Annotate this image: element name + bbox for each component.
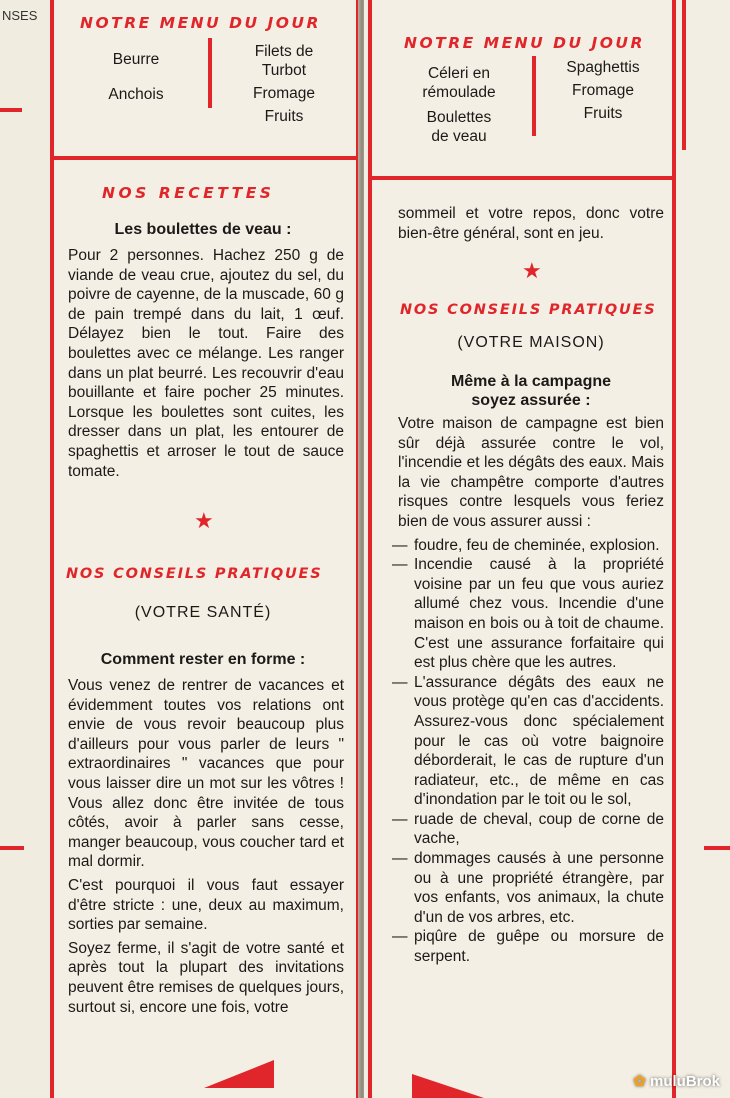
menu-item: Fruits bbox=[264, 108, 304, 125]
right-menu-panel bbox=[368, 0, 676, 182]
left-menu-panel bbox=[50, 0, 360, 162]
list-item: — ruade de cheval, coup de corne de vache, bbox=[392, 810, 664, 849]
watermark-text: muluBrok bbox=[649, 1073, 720, 1090]
left-menu-divider bbox=[208, 38, 212, 108]
sante-paragraph: Soyez ferme, il s'agit de votre santé et après tout la plupart des invitations peuvent être remises de quelques jours, surtout si, encore une fois, votre bbox=[68, 939, 344, 1016]
conseils-heading: Comment rester en forme : bbox=[100, 651, 306, 668]
recette-paragraph: Pour 2 personnes. Hachez 250 g de viande de veau crue, ajoutez du sel, du poivre de cayenne, de la muscade, 60 g de pain trempé dans du lait, 1 œuf. Délayez bien le tout. Faire des boulettes avec ce mélange. Les ranger dans un plat beurré. Les recouvrir d'eau bouillante et faire pocher 25 minutes. Lorsque les boulettes sont cuites, les dresser dans un plat, les entourer de spaghettis et arroser le tout de sauce tomate. bbox=[68, 247, 344, 480]
conseils-title: NOS CONSEILS PRATIQUES bbox=[66, 566, 323, 582]
recette-text bbox=[68, 246, 344, 485]
right-edge-tab-bottom bbox=[704, 846, 730, 850]
maison-heading bbox=[398, 372, 664, 410]
left-menu-col2 bbox=[224, 42, 344, 130]
left-page bbox=[0, 0, 360, 1098]
sante-paragraph: Vous venez de rentrer de vacances et évidemment toutes vos relations ont envie de vous revoir beaucoup plus d'ailleurs pour vous parler de leurs " extraordinaires " vacances que pour vous laisser dire un mot sur les vôtres ! Vous allez donc être invitée de tous côtés, avoir à parler sans cesse, manger beaucoup, vous coucher tard et mal dormir. bbox=[68, 677, 344, 871]
left-edge-tab-top bbox=[0, 108, 22, 112]
right-page bbox=[364, 0, 730, 1098]
list-item: — dommages causés à une personne ou à une propriété étrangère, par vos enfants, vos animaux, la chute d'un de vos arbres, etc. bbox=[392, 849, 664, 927]
maison-heading-line2: soyez assurée : bbox=[471, 392, 591, 409]
maison-intro: Votre maison de campagne est bien sûr déjà assurée contre le vol, l'incendie et les dégâts des eaux. Mais la vie champêtre comporte d'autres risques contre lesquels vous feriez bien de vous assurer aussi : bbox=[398, 415, 664, 530]
list-item: — Incendie causé à la propriété voisine par un feu que vous auriez allumé chez vous. Incendie d'une maison en bois ou à toit de chaume. C'est une assurance forfaitaire qui est plus chère que les autres. bbox=[392, 555, 664, 673]
flower-icon: ✿ bbox=[633, 1073, 646, 1090]
sante-paragraph: C'est pourquoi il vous faut essayer d'être stricte : une, deux au maximum, sorties par semaine. bbox=[68, 876, 344, 934]
menu-item: Spaghettis bbox=[566, 59, 640, 76]
watermark bbox=[633, 1072, 720, 1090]
menu-item: Céleri en rémoulade bbox=[422, 65, 496, 101]
right-content-panel bbox=[368, 176, 676, 1098]
left-edge-tab-bottom bbox=[0, 846, 24, 850]
list-item: — piqûre de guêpe ou morsure de serpent. bbox=[392, 927, 664, 966]
menu-item: Anchois bbox=[108, 86, 164, 103]
maison-text bbox=[398, 414, 664, 967]
right-menu-title: NOTRE MENU DU JOUR bbox=[404, 34, 645, 52]
right-menu-divider bbox=[532, 56, 536, 136]
right-bottom-arrow bbox=[412, 1074, 502, 1098]
sante-text bbox=[68, 676, 344, 1021]
right-menu-col1 bbox=[394, 64, 524, 150]
left-content-panel bbox=[50, 156, 360, 1098]
maison-heading-line1: Même à la campagne bbox=[450, 373, 612, 390]
star-icon: ★ bbox=[194, 508, 214, 533]
left-margin-text: NSES bbox=[2, 8, 38, 23]
recette-heading: Les boulettes de veau : bbox=[114, 221, 292, 238]
list-item: — foudre, feu de cheminée, explosion. bbox=[392, 536, 664, 556]
menu-item: Filets de Turbot bbox=[254, 43, 314, 79]
list-item: — L'assurance dégâts des eaux ne vous protège qu'en cas d'accidents. Assurez-vous donc spécialement pour le cas où votre baignoire déborderait, le cas de rupture d'un radiateur, etc., de même en cas d'inondation par le toit ou le sol, bbox=[392, 673, 664, 810]
left-menu-col1 bbox=[76, 50, 196, 108]
menu-item: Beurre bbox=[112, 51, 160, 68]
right-menu-col2 bbox=[548, 58, 658, 127]
recettes-title: NOS RECETTES bbox=[102, 184, 275, 202]
conseils-subtitle: (VOTRE SANTÉ) bbox=[134, 604, 272, 621]
right-conseils-title: NOS CONSEILS PRATIQUES bbox=[400, 302, 657, 318]
right-edge-tab-top bbox=[682, 0, 686, 150]
left-bottom-arrow bbox=[204, 1060, 274, 1088]
menu-item: Fromage bbox=[252, 85, 316, 102]
right-conseils-subtitle: (VOTRE MAISON) bbox=[457, 334, 605, 351]
continuation-text: sommeil et votre repos, donc votre bien-être général, sont en jeu. bbox=[398, 205, 664, 242]
menu-item: Fruits bbox=[583, 105, 623, 122]
menu-item: Boulettes de veau bbox=[426, 109, 492, 145]
menu-item: Fromage bbox=[571, 82, 635, 99]
star-icon: ★ bbox=[522, 258, 542, 283]
left-menu-title: NOTRE MENU DU JOUR bbox=[80, 14, 321, 32]
risk-list bbox=[392, 536, 664, 967]
